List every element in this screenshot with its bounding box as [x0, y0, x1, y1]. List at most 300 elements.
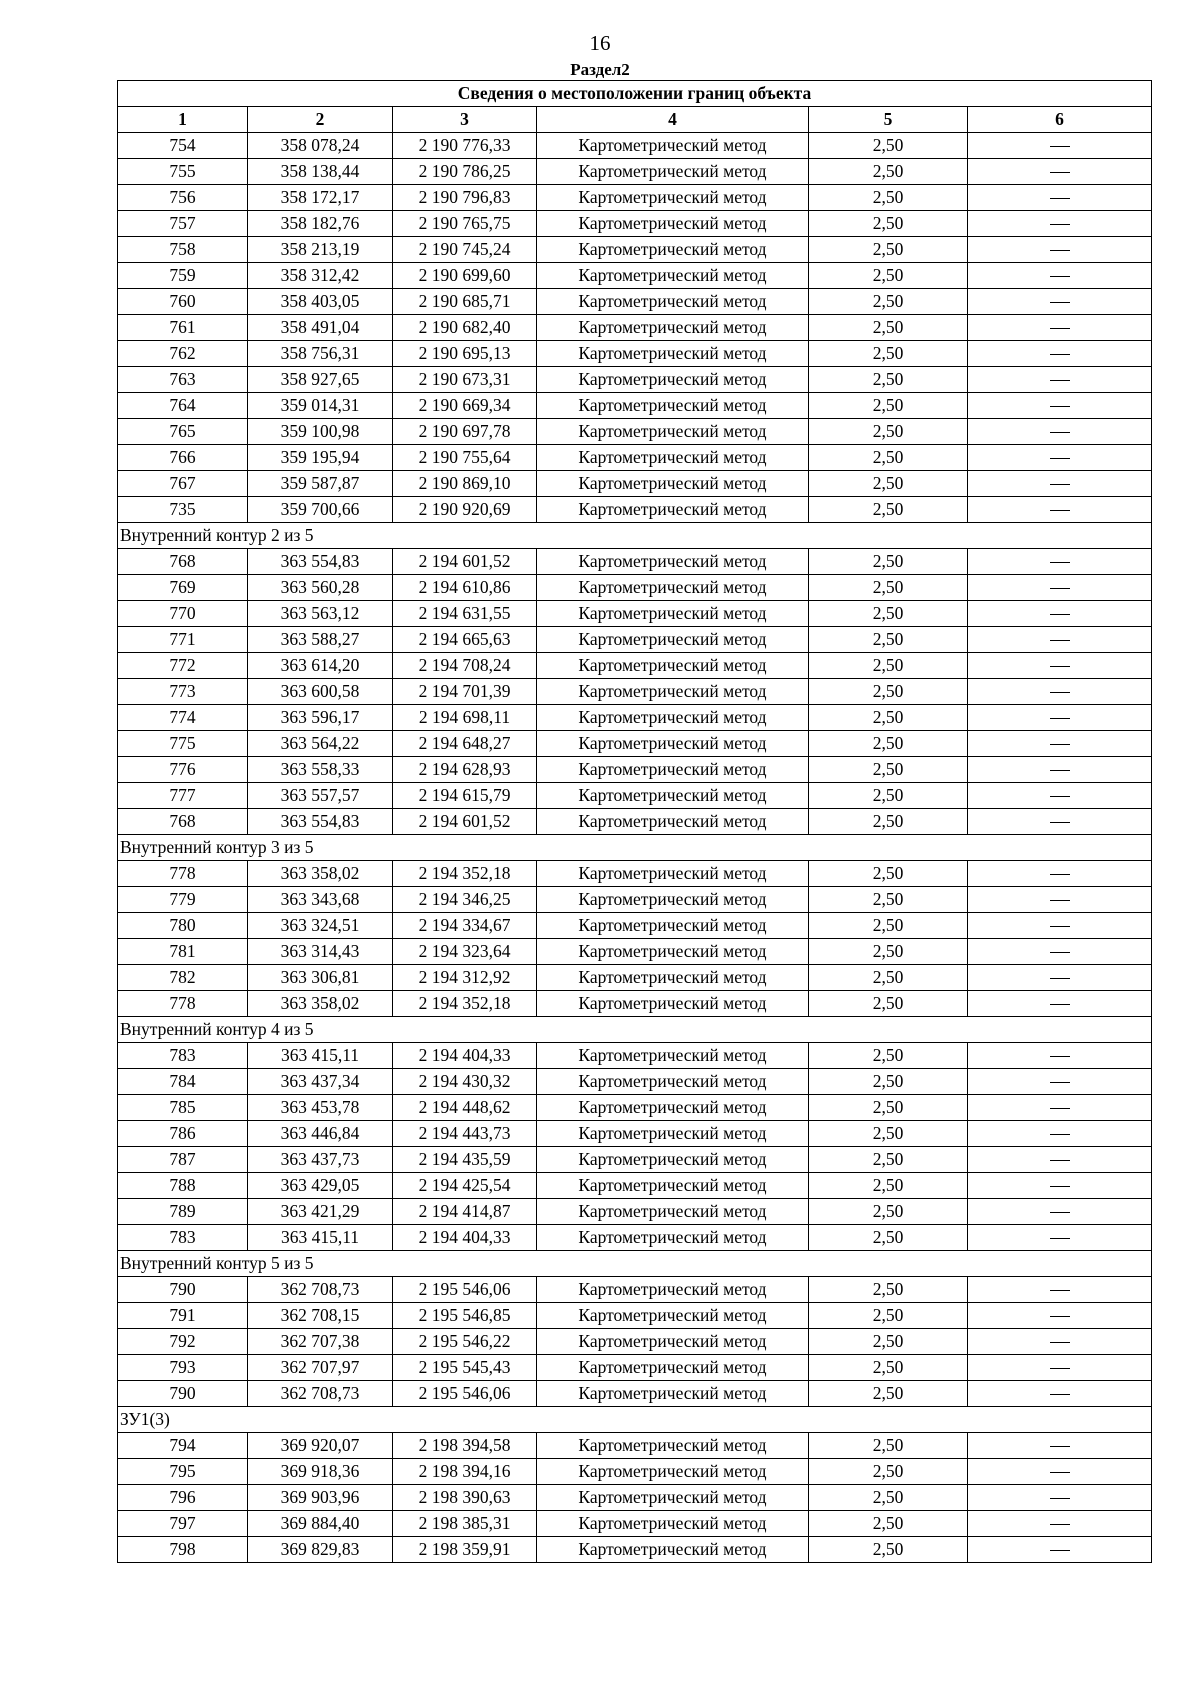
point-number-cell: 764 [118, 393, 248, 419]
table-row [118, 653, 1152, 679]
dash-mark [1050, 224, 1070, 225]
coordinate-x-cell: 363 564,22 [248, 731, 393, 757]
coordinate-x-cell: 363 614,20 [248, 653, 393, 679]
table-row [118, 1511, 1152, 1537]
coordinate-x-cell: 363 343,68 [248, 887, 393, 913]
contour-label-row [118, 1017, 1152, 1043]
dash-mark [1050, 1212, 1070, 1213]
table-row [118, 393, 1152, 419]
note-cell [968, 1121, 1152, 1147]
accuracy-cell: 2,50 [809, 159, 968, 185]
table-row [118, 731, 1152, 757]
dash-mark [1050, 172, 1070, 173]
accuracy-cell: 2,50 [809, 419, 968, 445]
coordinate-y-cell: 2 194 631,55 [393, 601, 537, 627]
point-number-cell: 759 [118, 263, 248, 289]
method-cell: Картометрический метод [537, 289, 809, 315]
coordinate-y-cell: 2 190 669,34 [393, 393, 537, 419]
coordinate-y-cell: 2 194 352,18 [393, 991, 537, 1017]
note-cell [968, 757, 1152, 783]
table-row [118, 315, 1152, 341]
method-cell: Картометрический метод [537, 341, 809, 367]
method-cell: Картометрический метод [537, 133, 809, 159]
dash-mark [1050, 1316, 1070, 1317]
coordinate-y-cell: 2 194 430,32 [393, 1069, 537, 1095]
accuracy-cell: 2,50 [809, 445, 968, 471]
coordinate-x-cell: 362 707,97 [248, 1355, 393, 1381]
method-cell: Картометрический метод [537, 1147, 809, 1173]
coordinate-x-cell: 362 708,73 [248, 1277, 393, 1303]
coordinate-y-cell: 2 195 546,06 [393, 1381, 537, 1407]
method-cell: Картометрический метод [537, 705, 809, 731]
table-row [118, 471, 1152, 497]
note-cell [968, 315, 1152, 341]
table-row [118, 1459, 1152, 1485]
method-cell: Картометрический метод [537, 185, 809, 211]
accuracy-cell: 2,50 [809, 965, 968, 991]
note-cell [968, 1329, 1152, 1355]
table-row [118, 1199, 1152, 1225]
table-row [118, 939, 1152, 965]
dash-mark [1050, 1160, 1070, 1161]
coordinate-y-cell: 2 190 765,75 [393, 211, 537, 237]
point-number-cell: 755 [118, 159, 248, 185]
coordinate-x-cell: 363 421,29 [248, 1199, 393, 1225]
point-number-cell: 796 [118, 1485, 248, 1511]
table-row [118, 289, 1152, 315]
accuracy-cell: 2,50 [809, 497, 968, 523]
coordinate-y-cell: 2 195 545,43 [393, 1355, 537, 1381]
accuracy-cell: 2,50 [809, 1199, 968, 1225]
accuracy-cell: 2,50 [809, 1225, 968, 1251]
coordinate-y-cell: 2 194 443,73 [393, 1121, 537, 1147]
method-cell: Картометрический метод [537, 1355, 809, 1381]
coordinate-x-cell: 363 554,83 [248, 809, 393, 835]
point-number-cell: 762 [118, 341, 248, 367]
point-number-cell: 775 [118, 731, 248, 757]
table-row [118, 1095, 1152, 1121]
accuracy-cell: 2,50 [809, 1303, 968, 1329]
note-cell [968, 861, 1152, 887]
note-cell [968, 133, 1152, 159]
column-header: 4 [537, 107, 809, 133]
point-number-cell: 790 [118, 1277, 248, 1303]
method-cell: Картометрический метод [537, 419, 809, 445]
method-cell: Картометрический метод [537, 783, 809, 809]
coordinate-y-cell: 2 194 698,11 [393, 705, 537, 731]
coordinate-x-cell: 363 437,34 [248, 1069, 393, 1095]
dash-mark [1050, 432, 1070, 433]
column-header: 6 [968, 107, 1152, 133]
point-number-cell: 772 [118, 653, 248, 679]
note-cell [968, 341, 1152, 367]
coordinate-y-cell: 2 194 346,25 [393, 887, 537, 913]
coordinate-y-cell: 2 194 312,92 [393, 965, 537, 991]
method-cell: Картометрический метод [537, 887, 809, 913]
coordinate-x-cell: 363 446,84 [248, 1121, 393, 1147]
note-cell [968, 211, 1152, 237]
point-number-cell: 774 [118, 705, 248, 731]
method-cell: Картометрический метод [537, 1173, 809, 1199]
coordinate-y-cell: 2 195 546,22 [393, 1329, 537, 1355]
method-cell: Картометрический метод [537, 913, 809, 939]
column-header-row [118, 107, 1152, 133]
accuracy-cell: 2,50 [809, 991, 968, 1017]
method-cell: Картометрический метод [537, 471, 809, 497]
column-header: 5 [809, 107, 968, 133]
accuracy-cell: 2,50 [809, 549, 968, 575]
method-cell: Картометрический метод [537, 991, 809, 1017]
table-row [118, 159, 1152, 185]
dash-mark [1050, 484, 1070, 485]
accuracy-cell: 2,50 [809, 1537, 968, 1563]
coordinate-x-cell: 362 707,38 [248, 1329, 393, 1355]
point-number-cell: 778 [118, 861, 248, 887]
coordinate-y-cell: 2 194 701,39 [393, 679, 537, 705]
contour-label: Внутренний контур 5 из 5 [118, 1251, 1152, 1277]
point-number-cell: 782 [118, 965, 248, 991]
point-number-cell: 797 [118, 1511, 248, 1537]
table-row [118, 575, 1152, 601]
note-cell [968, 1485, 1152, 1511]
coordinate-y-cell: 2 198 394,58 [393, 1433, 537, 1459]
dash-mark [1050, 1498, 1070, 1499]
coordinate-x-cell: 358 172,17 [248, 185, 393, 211]
note-cell [968, 237, 1152, 263]
column-header: 3 [393, 107, 537, 133]
accuracy-cell: 2,50 [809, 263, 968, 289]
note-cell [968, 471, 1152, 497]
table-row [118, 1381, 1152, 1407]
dash-mark [1050, 458, 1070, 459]
point-number-cell: 758 [118, 237, 248, 263]
note-cell [968, 419, 1152, 445]
accuracy-cell: 2,50 [809, 653, 968, 679]
method-cell: Картометрический метод [537, 1199, 809, 1225]
coordinate-y-cell: 2 194 425,54 [393, 1173, 537, 1199]
page-number: 16 [589, 31, 611, 55]
point-number-cell: 765 [118, 419, 248, 445]
dash-mark [1050, 770, 1070, 771]
coordinate-x-cell: 363 415,11 [248, 1225, 393, 1251]
note-cell [968, 991, 1152, 1017]
coordinate-y-cell: 2 190 685,71 [393, 289, 537, 315]
section-title: Раздел2 [570, 60, 630, 79]
method-cell: Картометрический метод [537, 1537, 809, 1563]
accuracy-cell: 2,50 [809, 1069, 968, 1095]
contour-label-row [118, 1407, 1152, 1433]
coordinate-y-cell: 2 194 628,93 [393, 757, 537, 783]
coordinate-y-cell: 2 194 448,62 [393, 1095, 537, 1121]
dash-mark [1050, 1108, 1070, 1109]
dash-mark [1050, 926, 1070, 927]
dash-mark [1050, 952, 1070, 953]
coordinate-x-cell: 363 558,33 [248, 757, 393, 783]
note-cell [968, 1433, 1152, 1459]
note-cell [968, 913, 1152, 939]
note-cell [968, 445, 1152, 471]
table-row [118, 601, 1152, 627]
note-cell [968, 263, 1152, 289]
method-cell: Картометрический метод [537, 1095, 809, 1121]
accuracy-cell: 2,50 [809, 1381, 968, 1407]
table-row [118, 1225, 1152, 1251]
table-row [118, 211, 1152, 237]
method-cell: Картометрический метод [537, 315, 809, 341]
coordinate-x-cell: 363 554,83 [248, 549, 393, 575]
point-number-cell: 773 [118, 679, 248, 705]
dash-mark [1050, 198, 1070, 199]
method-cell: Картометрический метод [537, 1121, 809, 1147]
coordinate-x-cell: 369 903,96 [248, 1485, 393, 1511]
point-number-cell: 769 [118, 575, 248, 601]
coordinate-x-cell: 363 306,81 [248, 965, 393, 991]
table-title: Сведения о местоположении границ объекта [118, 81, 1152, 107]
method-cell: Картометрический метод [537, 1043, 809, 1069]
accuracy-cell: 2,50 [809, 1459, 968, 1485]
coordinate-y-cell: 2 195 546,85 [393, 1303, 537, 1329]
accuracy-cell: 2,50 [809, 471, 968, 497]
point-number-cell: 789 [118, 1199, 248, 1225]
dash-mark [1050, 1550, 1070, 1551]
note-cell [968, 1303, 1152, 1329]
dash-mark [1050, 406, 1070, 407]
method-cell: Картометрический метод [537, 575, 809, 601]
note-cell [968, 575, 1152, 601]
coordinate-x-cell: 358 927,65 [248, 367, 393, 393]
dash-mark [1050, 718, 1070, 719]
point-number-cell: 785 [118, 1095, 248, 1121]
dash-mark [1050, 692, 1070, 693]
point-number-cell: 768 [118, 549, 248, 575]
dash-mark [1050, 276, 1070, 277]
note-cell [968, 965, 1152, 991]
note-cell [968, 549, 1152, 575]
dash-mark [1050, 796, 1070, 797]
table-title-row [118, 81, 1152, 107]
note-cell [968, 705, 1152, 731]
point-number-cell: 795 [118, 1459, 248, 1485]
dash-mark [1050, 874, 1070, 875]
dash-mark [1050, 588, 1070, 589]
contour-label-row [118, 523, 1152, 549]
coordinate-x-cell: 363 453,78 [248, 1095, 393, 1121]
coordinate-y-cell: 2 190 869,10 [393, 471, 537, 497]
accuracy-cell: 2,50 [809, 1485, 968, 1511]
note-cell [968, 601, 1152, 627]
table-row [118, 1121, 1152, 1147]
coordinate-y-cell: 2 194 648,27 [393, 731, 537, 757]
dash-mark [1050, 1524, 1070, 1525]
coordinates-table [117, 80, 1152, 1563]
note-cell [968, 783, 1152, 809]
dash-mark [1050, 328, 1070, 329]
accuracy-cell: 2,50 [809, 1277, 968, 1303]
point-number-cell: 780 [118, 913, 248, 939]
contour-label: Внутренний контур 3 из 5 [118, 835, 1152, 861]
method-cell: Картометрический метод [537, 731, 809, 757]
note-cell [968, 393, 1152, 419]
coordinate-x-cell: 358 078,24 [248, 133, 393, 159]
coordinate-y-cell: 2 190 786,25 [393, 159, 537, 185]
table-row [118, 913, 1152, 939]
contour-label: Внутренний контур 4 из 5 [118, 1017, 1152, 1043]
dash-mark [1050, 1472, 1070, 1473]
coordinate-x-cell: 369 884,40 [248, 1511, 393, 1537]
table-row [118, 705, 1152, 731]
coordinate-x-cell: 363 560,28 [248, 575, 393, 601]
method-cell: Картометрический метод [537, 601, 809, 627]
table-row [118, 679, 1152, 705]
table-row [118, 861, 1152, 887]
accuracy-cell: 2,50 [809, 1121, 968, 1147]
dash-mark [1050, 562, 1070, 563]
method-cell: Картометрический метод [537, 627, 809, 653]
accuracy-cell: 2,50 [809, 133, 968, 159]
accuracy-cell: 2,50 [809, 627, 968, 653]
accuracy-cell: 2,50 [809, 913, 968, 939]
method-cell: Картометрический метод [537, 1511, 809, 1537]
point-number-cell: 778 [118, 991, 248, 1017]
table-row [118, 1173, 1152, 1199]
coordinate-y-cell: 2 194 334,67 [393, 913, 537, 939]
table-row [118, 1147, 1152, 1173]
method-cell: Картометрический метод [537, 159, 809, 185]
coordinate-y-cell: 2 198 394,16 [393, 1459, 537, 1485]
dash-mark [1050, 1394, 1070, 1395]
point-number-cell: 793 [118, 1355, 248, 1381]
coordinate-x-cell: 359 014,31 [248, 393, 393, 419]
coordinate-x-cell: 363 596,17 [248, 705, 393, 731]
accuracy-cell: 2,50 [809, 237, 968, 263]
accuracy-cell: 2,50 [809, 705, 968, 731]
dash-mark [1050, 380, 1070, 381]
accuracy-cell: 2,50 [809, 575, 968, 601]
method-cell: Картометрический метод [537, 367, 809, 393]
point-number-cell: 784 [118, 1069, 248, 1095]
coordinate-y-cell: 2 194 665,63 [393, 627, 537, 653]
dash-mark [1050, 640, 1070, 641]
note-cell [968, 731, 1152, 757]
note-cell [968, 1537, 1152, 1563]
coordinate-y-cell: 2 190 776,33 [393, 133, 537, 159]
method-cell: Картометрический метод [537, 1225, 809, 1251]
coordinate-y-cell: 2 198 385,31 [393, 1511, 537, 1537]
point-number-cell: 791 [118, 1303, 248, 1329]
coordinate-x-cell: 363 314,43 [248, 939, 393, 965]
column-header: 2 [248, 107, 393, 133]
accuracy-cell: 2,50 [809, 1511, 968, 1537]
coordinate-x-cell: 359 195,94 [248, 445, 393, 471]
dash-mark [1050, 1056, 1070, 1057]
coordinate-y-cell: 2 190 699,60 [393, 263, 537, 289]
method-cell: Картометрический метод [537, 809, 809, 835]
method-cell: Картометрический метод [537, 211, 809, 237]
point-number-cell: 768 [118, 809, 248, 835]
accuracy-cell: 2,50 [809, 393, 968, 419]
method-cell: Картометрический метод [537, 861, 809, 887]
point-number-cell: 756 [118, 185, 248, 211]
point-number-cell: 771 [118, 627, 248, 653]
table-row [118, 445, 1152, 471]
point-number-cell: 783 [118, 1225, 248, 1251]
accuracy-cell: 2,50 [809, 1173, 968, 1199]
dash-mark [1050, 1342, 1070, 1343]
coordinate-x-cell: 362 708,15 [248, 1303, 393, 1329]
coordinate-y-cell: 2 190 695,13 [393, 341, 537, 367]
table-row [118, 783, 1152, 809]
contour-label: Внутренний контур 2 из 5 [118, 523, 1152, 549]
accuracy-cell: 2,50 [809, 679, 968, 705]
coordinate-x-cell: 363 358,02 [248, 991, 393, 1017]
note-cell [968, 289, 1152, 315]
coordinate-x-cell: 363 358,02 [248, 861, 393, 887]
note-cell [968, 185, 1152, 211]
method-cell: Картометрический метод [537, 1459, 809, 1485]
coordinate-y-cell: 2 190 796,83 [393, 185, 537, 211]
coordinate-x-cell: 363 588,27 [248, 627, 393, 653]
coordinate-y-cell: 2 194 610,86 [393, 575, 537, 601]
coordinate-y-cell: 2 190 682,40 [393, 315, 537, 341]
coordinate-y-cell: 2 194 323,64 [393, 939, 537, 965]
table-row [118, 1069, 1152, 1095]
point-number-cell: 767 [118, 471, 248, 497]
table-row [118, 991, 1152, 1017]
dash-mark [1050, 666, 1070, 667]
coordinate-x-cell: 369 920,07 [248, 1433, 393, 1459]
table-row [118, 965, 1152, 991]
accuracy-cell: 2,50 [809, 783, 968, 809]
table-row [118, 237, 1152, 263]
accuracy-cell: 2,50 [809, 1329, 968, 1355]
method-cell: Картометрический метод [537, 1303, 809, 1329]
dash-mark [1050, 1134, 1070, 1135]
dash-mark [1050, 1446, 1070, 1447]
coordinate-y-cell: 2 194 615,79 [393, 783, 537, 809]
accuracy-cell: 2,50 [809, 809, 968, 835]
table-row [118, 1433, 1152, 1459]
accuracy-cell: 2,50 [809, 757, 968, 783]
coordinate-x-cell: 363 429,05 [248, 1173, 393, 1199]
coordinate-y-cell: 2 194 435,59 [393, 1147, 537, 1173]
method-cell: Картометрический метод [537, 939, 809, 965]
coordinate-x-cell: 358 182,76 [248, 211, 393, 237]
accuracy-cell: 2,50 [809, 731, 968, 757]
dash-mark [1050, 744, 1070, 745]
dash-mark [1050, 822, 1070, 823]
coordinate-y-cell: 2 198 390,63 [393, 1485, 537, 1511]
point-number-cell: 787 [118, 1147, 248, 1173]
table-row [118, 367, 1152, 393]
table-row [118, 1355, 1152, 1381]
accuracy-cell: 2,50 [809, 1433, 968, 1459]
method-cell: Картометрический метод [537, 237, 809, 263]
point-number-cell: 786 [118, 1121, 248, 1147]
point-number-cell: 788 [118, 1173, 248, 1199]
note-cell [968, 367, 1152, 393]
note-cell [968, 1355, 1152, 1381]
dash-mark [1050, 250, 1070, 251]
point-number-cell: 761 [118, 315, 248, 341]
note-cell [968, 1147, 1152, 1173]
table-row [118, 627, 1152, 653]
dash-mark [1050, 614, 1070, 615]
accuracy-cell: 2,50 [809, 315, 968, 341]
method-cell: Картометрический метод [537, 965, 809, 991]
accuracy-cell: 2,50 [809, 861, 968, 887]
table-row [118, 497, 1152, 523]
coordinate-y-cell: 2 194 601,52 [393, 549, 537, 575]
